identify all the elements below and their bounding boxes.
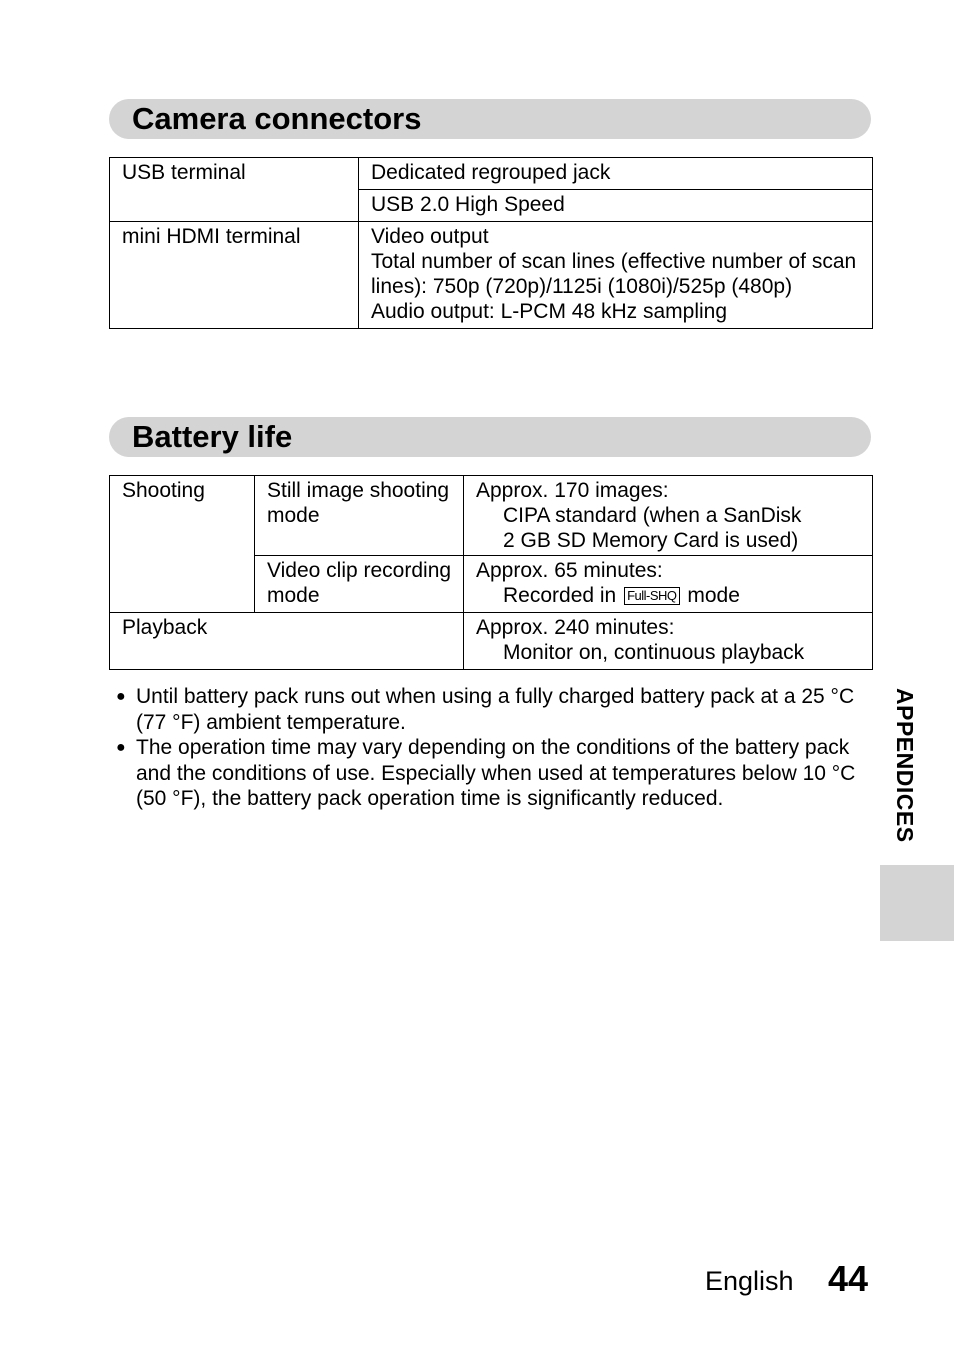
section-title: Battery life	[132, 419, 293, 454]
playback-label: Playback	[110, 613, 464, 670]
video-detail	[476, 583, 862, 608]
playback-detail: Monitor on, continuous playback	[503, 641, 805, 664]
section-title: Camera connectors	[132, 101, 422, 136]
list-item	[116, 735, 856, 812]
appendices-side-label	[880, 688, 930, 858]
bullet-icon: ●	[116, 688, 126, 705]
hdmi-audio-output: Audio output: L-PCM 48 kHz sampling	[371, 300, 728, 323]
video-detail-prefix: Recorded in	[503, 584, 617, 607]
bullet-icon: ●	[116, 739, 126, 756]
list-item	[116, 684, 856, 735]
usb-terminal-value: Dedicated regrouped jack	[359, 158, 873, 190]
usb-terminal-speed: USB 2.0 High Speed	[359, 190, 873, 222]
battery-life-header	[109, 417, 871, 457]
shooting-label: Shooting	[110, 476, 255, 613]
page-number: 44	[828, 1258, 869, 1299]
hdmi-video-output: Video output	[371, 225, 489, 248]
note-text: Until battery pack runs out when using a fully charged battery pack at a 25 °C (77 °F) ambient temperature.	[136, 685, 855, 734]
note-text: The operation time may vary depending on the conditions of the battery pack and the conditions of use. Especially when used at temperatures below 10 °C (50 °F), the battery pack operation time is significantly reduced.	[136, 736, 856, 810]
footer-language: English	[705, 1266, 794, 1296]
playback-value	[464, 613, 873, 670]
still-detail-2: 2 GB SD Memory Card is used)	[503, 529, 799, 552]
table-row	[110, 222, 873, 329]
notes-list	[116, 684, 856, 812]
full-shq-icon: Full-SHQ	[624, 587, 679, 605]
hdmi-scan-lines: Total number of scan lines (effective number of scan lines): 750p (720p)/1125i (1080i)/525p (480p)	[371, 250, 857, 298]
camera-connectors-header	[109, 99, 871, 139]
usb-terminal-label: USB terminal	[110, 158, 359, 222]
video-detail-suffix: mode	[687, 584, 740, 607]
table-row	[110, 613, 873, 670]
table-row	[110, 158, 873, 190]
camera-connectors-table	[109, 157, 873, 329]
still-mode-value	[464, 476, 873, 556]
hdmi-terminal-label: mini HDMI terminal	[110, 222, 359, 329]
table-row	[110, 476, 873, 556]
appendices-label-text: APPENDICES	[892, 688, 918, 843]
still-detail-1: CIPA standard (when a SanDisk	[503, 504, 802, 527]
still-value: Approx. 170 images:	[476, 479, 669, 502]
video-value: Approx. 65 minutes:	[476, 559, 663, 582]
hdmi-terminal-value	[359, 222, 873, 329]
video-mode-value	[464, 556, 873, 613]
still-mode-label: Still image shooting mode	[255, 476, 464, 556]
appendices-thumb-tab	[880, 865, 954, 941]
battery-life-table	[109, 475, 873, 670]
playback-time: Approx. 240 minutes:	[476, 616, 675, 639]
video-mode-label: Video clip recording mode	[255, 556, 464, 613]
